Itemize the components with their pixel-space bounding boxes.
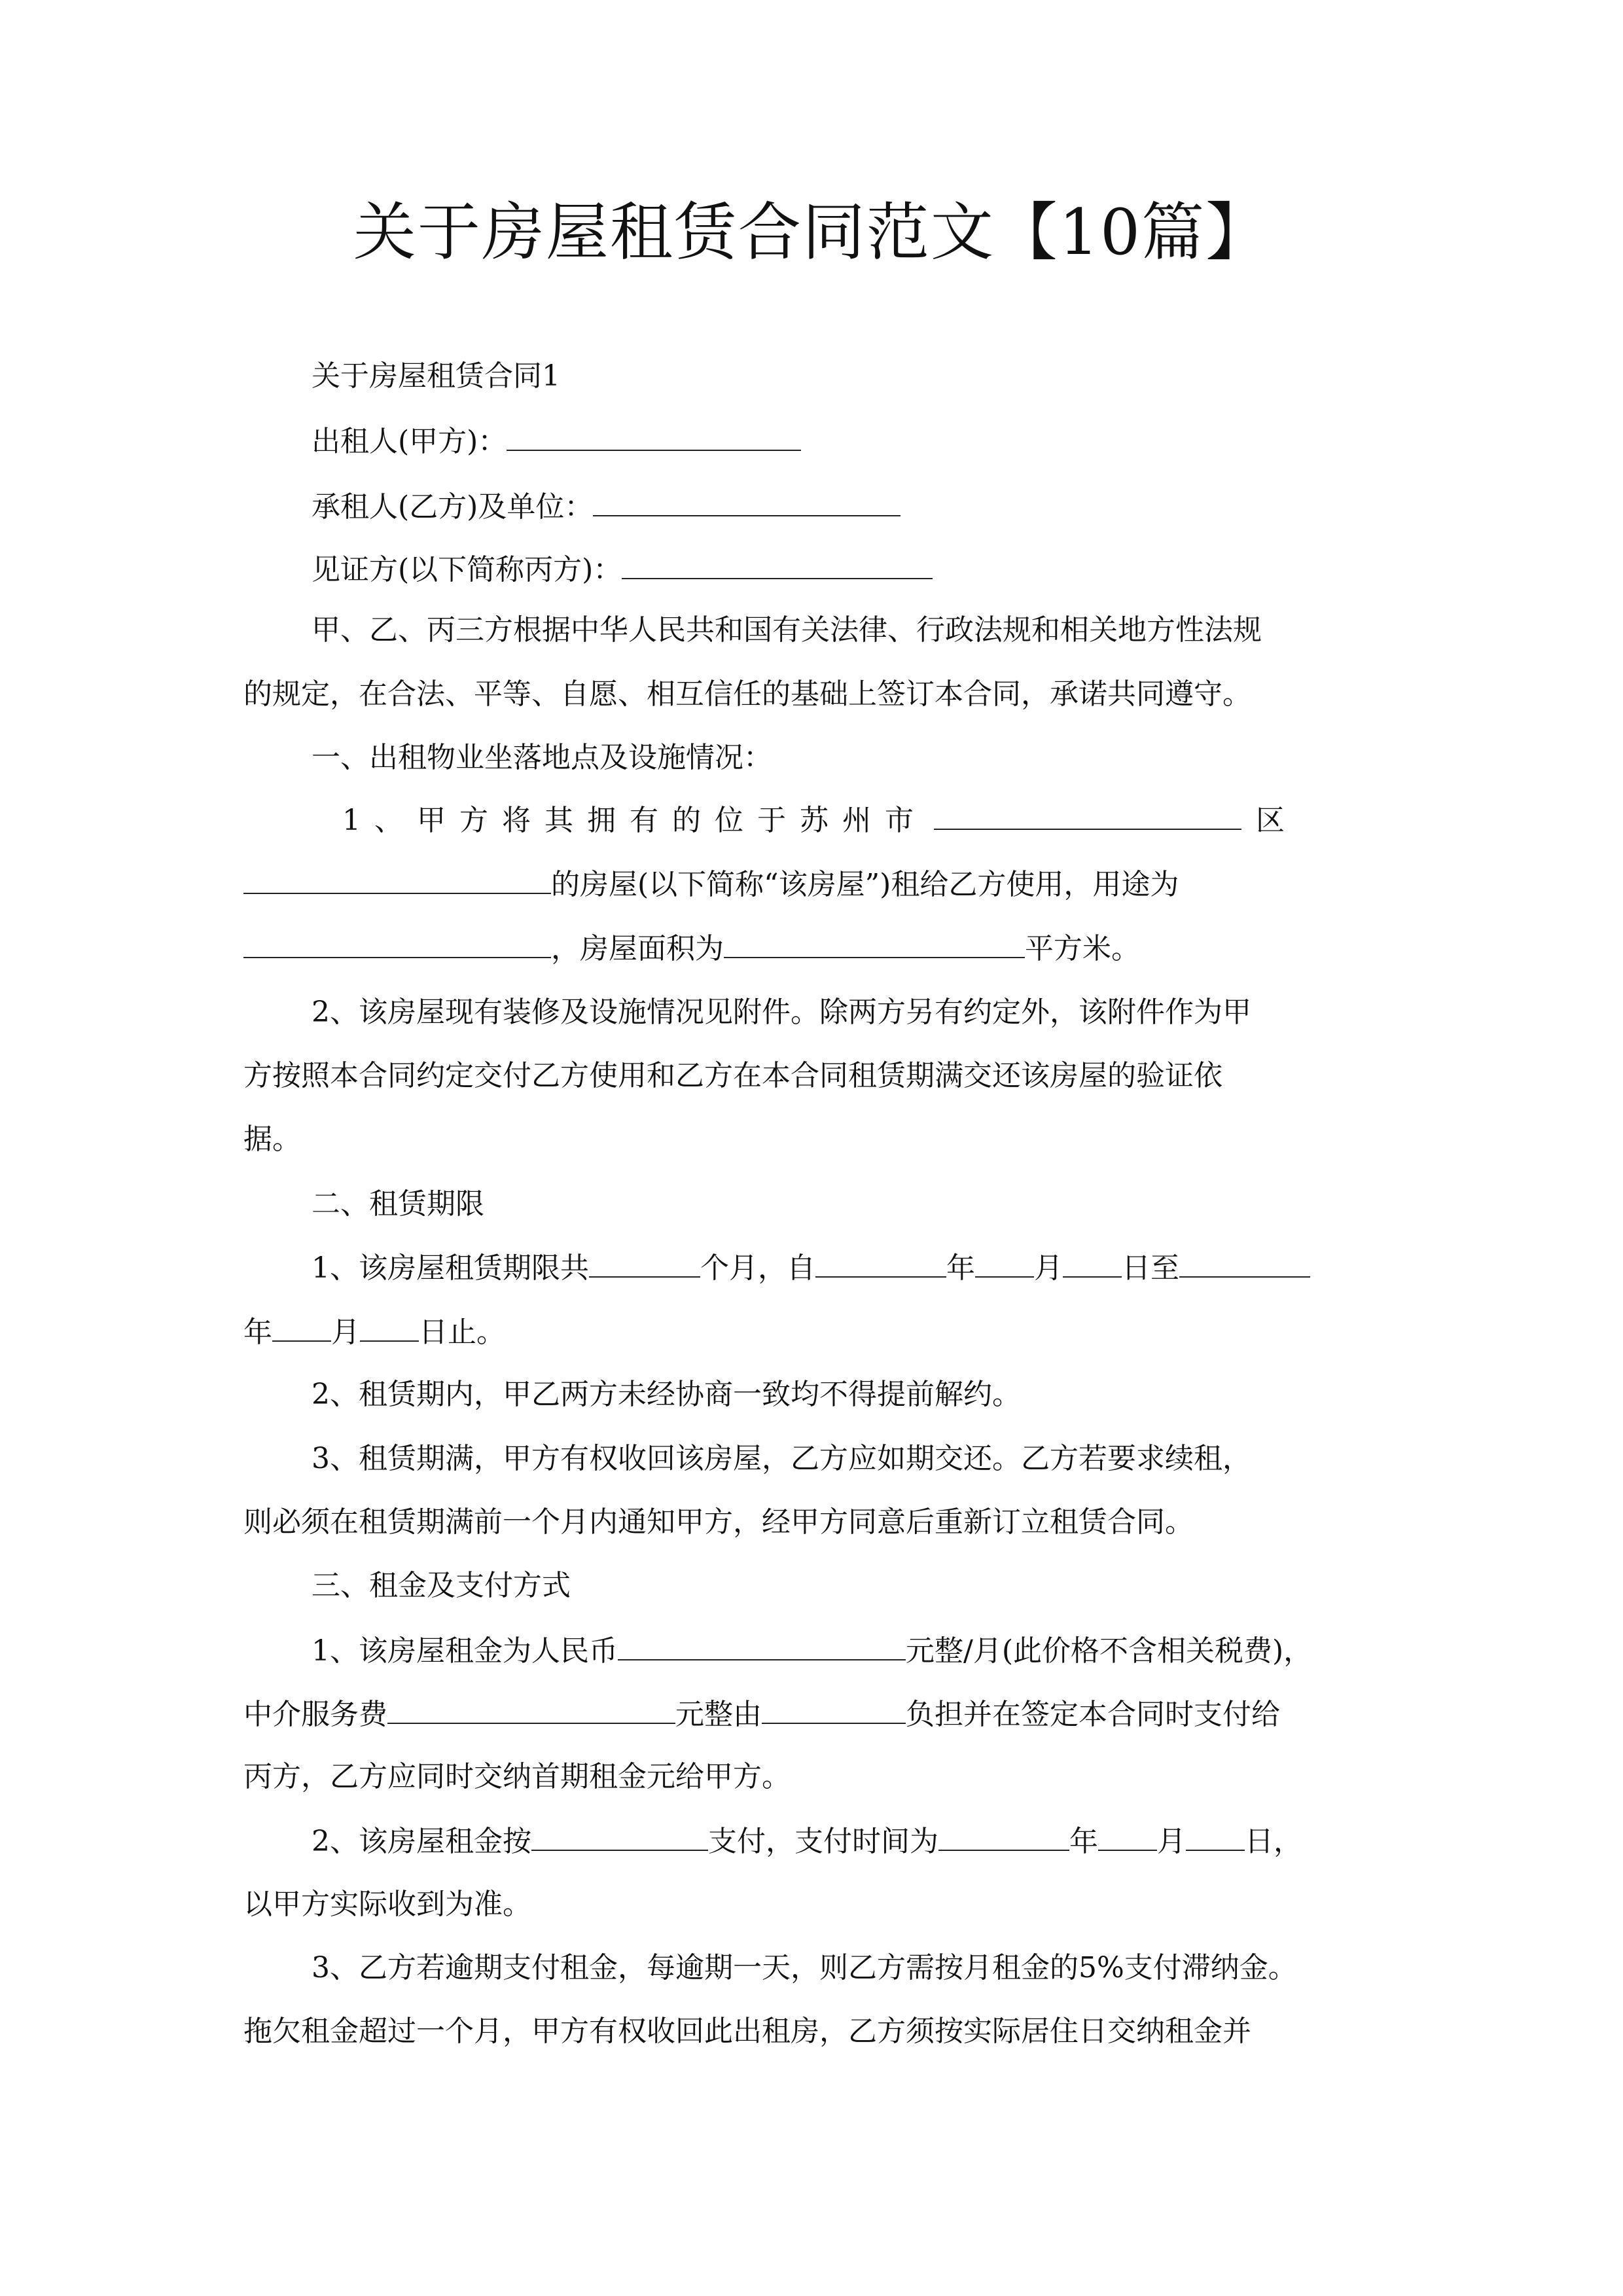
agency-fee-blank[interactable] [387, 1694, 675, 1724]
clause-text: 支付，支付时间为 [708, 1825, 938, 1858]
clause-text: ，房屋面积为 [551, 932, 724, 965]
clause-line: 2、该房屋现有装修及设施情况见附件。除两方另有约定外，该附件作为甲 [312, 996, 1251, 1029]
clause-text: 元整由 [675, 1698, 762, 1731]
clause-text: 负担并在签定本合同时支付给 [906, 1698, 1280, 1731]
start-day-blank[interactable] [1063, 1247, 1122, 1278]
start-month-blank[interactable] [975, 1247, 1034, 1278]
clause-line: 2、租赁期内，甲乙两方未经协商一致均不得提前解约。 [312, 1378, 1021, 1411]
clause-text: 元整/月(此价格不含相关税费)， [906, 1634, 1313, 1668]
lessor-blank[interactable] [507, 421, 801, 451]
pay-year-blank[interactable] [938, 1821, 1069, 1851]
months-blank[interactable] [589, 1247, 700, 1278]
clause-text: 年 [243, 1316, 272, 1349]
clause-line: 以甲方实际收到为准。 [243, 1888, 531, 1921]
section-heading: 一、出租物业坐落地点及设施情况： [312, 741, 772, 774]
clause-text: 2、该房屋租金按 [312, 1825, 531, 1858]
lessor-line [312, 421, 1450, 461]
clause-line [312, 1630, 1450, 1671]
witness-blank[interactable] [622, 549, 933, 579]
rent-amount-blank[interactable] [618, 1630, 906, 1660]
clause-line [312, 1821, 1450, 1861]
city-blank[interactable] [934, 800, 1241, 830]
clause-text: 1、该房屋租赁期限共 [312, 1251, 589, 1285]
clause-text: 1、该房屋租金为人民币 [312, 1634, 618, 1668]
section-heading: 三、租金及支付方式 [312, 1569, 571, 1602]
clause-text: 年 [946, 1251, 975, 1285]
lessor-label: 出租人(甲方)： [312, 425, 507, 458]
clause-text: 月 [1034, 1251, 1063, 1285]
contract-subtitle: 关于房屋租赁合同1 [312, 359, 560, 393]
clause-line [312, 1247, 1450, 1288]
end-year-blank[interactable] [1179, 1247, 1310, 1278]
section-heading: 二、租赁期限 [312, 1187, 484, 1221]
clause-text: 平方米。 [1025, 932, 1140, 965]
start-year-blank[interactable] [815, 1247, 946, 1278]
clause-text: 月 [1157, 1825, 1186, 1858]
clause-line [243, 1694, 1382, 1734]
witness-label: 见证方(以下简称丙方)： [312, 553, 622, 586]
clause-text: 1、甲方将其拥有的位于苏州市 [342, 804, 927, 837]
clause-text: 日止。 [419, 1316, 505, 1349]
witness-line [312, 549, 1450, 590]
clause-text: 日至 [1122, 1251, 1179, 1285]
lessee-label: 承租人(乙方)及单位： [312, 490, 594, 524]
clause-line [342, 800, 1481, 840]
pay-month-blank[interactable] [1098, 1821, 1157, 1851]
lessee-blank[interactable] [593, 486, 901, 516]
area-blank[interactable] [724, 928, 1025, 958]
end-month-blank[interactable] [272, 1312, 331, 1342]
usage-blank[interactable] [243, 928, 551, 958]
district-blank[interactable] [243, 864, 551, 894]
clause-text: 日， [1245, 1825, 1302, 1858]
clause-line: 3、乙方若逾期支付租金，每逾期一天，则乙方需按月租金的5%支付滞纳金。 [312, 1951, 1297, 1984]
clause-text: 区 [1256, 804, 1298, 837]
clause-line: 拖欠租金超过一个月，甲方有权收回此出租房，乙方须按实际居住日交纳租金并 [243, 2015, 1251, 2048]
clause-text: 年 [1069, 1825, 1098, 1858]
intro-paragraph-line: 的规定，在合法、平等、自愿、相互信任的基础上签订本合同，承诺共同遵守。 [243, 677, 1251, 711]
fee-payer-blank[interactable] [762, 1694, 906, 1724]
clause-line: 据。 [243, 1122, 301, 1156]
clause-line [243, 864, 1382, 905]
clause-text: 中介服务费 [243, 1698, 387, 1731]
pay-day-blank[interactable] [1186, 1821, 1245, 1851]
lessee-line [312, 486, 1450, 527]
document-title: 关于房屋租赁合同范文【10篇】 [353, 196, 1270, 269]
clause-line [243, 928, 1382, 969]
clause-line: 丙方，乙方应同时交纳首期租金元给甲方。 [243, 1760, 791, 1793]
clause-line: 方按照本合同约定交付乙方使用和乙方在本合同租赁期满交还该房屋的验证依 [243, 1059, 1222, 1092]
intro-paragraph-line: 甲、乙、丙三方根据中华人民共和国有关法律、行政法规和相关地方性法规 [312, 613, 1262, 647]
clause-text: 个月，自 [700, 1251, 815, 1285]
clause-line: 则必须在租赁期满前一个月内通知甲方，经甲方同意后重新订立租赁合同。 [243, 1505, 1194, 1539]
clause-line [243, 1312, 1382, 1352]
end-day-blank[interactable] [360, 1312, 419, 1342]
clause-text: 月 [331, 1316, 360, 1349]
clause-line: 3、租赁期满，甲方有权收回该房屋，乙方应如期交还。乙方若要求续租， [312, 1442, 1251, 1475]
payment-method-blank[interactable] [531, 1821, 708, 1851]
clause-text: 的房屋(以下简称“该房屋”)租给乙方使用，用途为 [551, 868, 1179, 901]
